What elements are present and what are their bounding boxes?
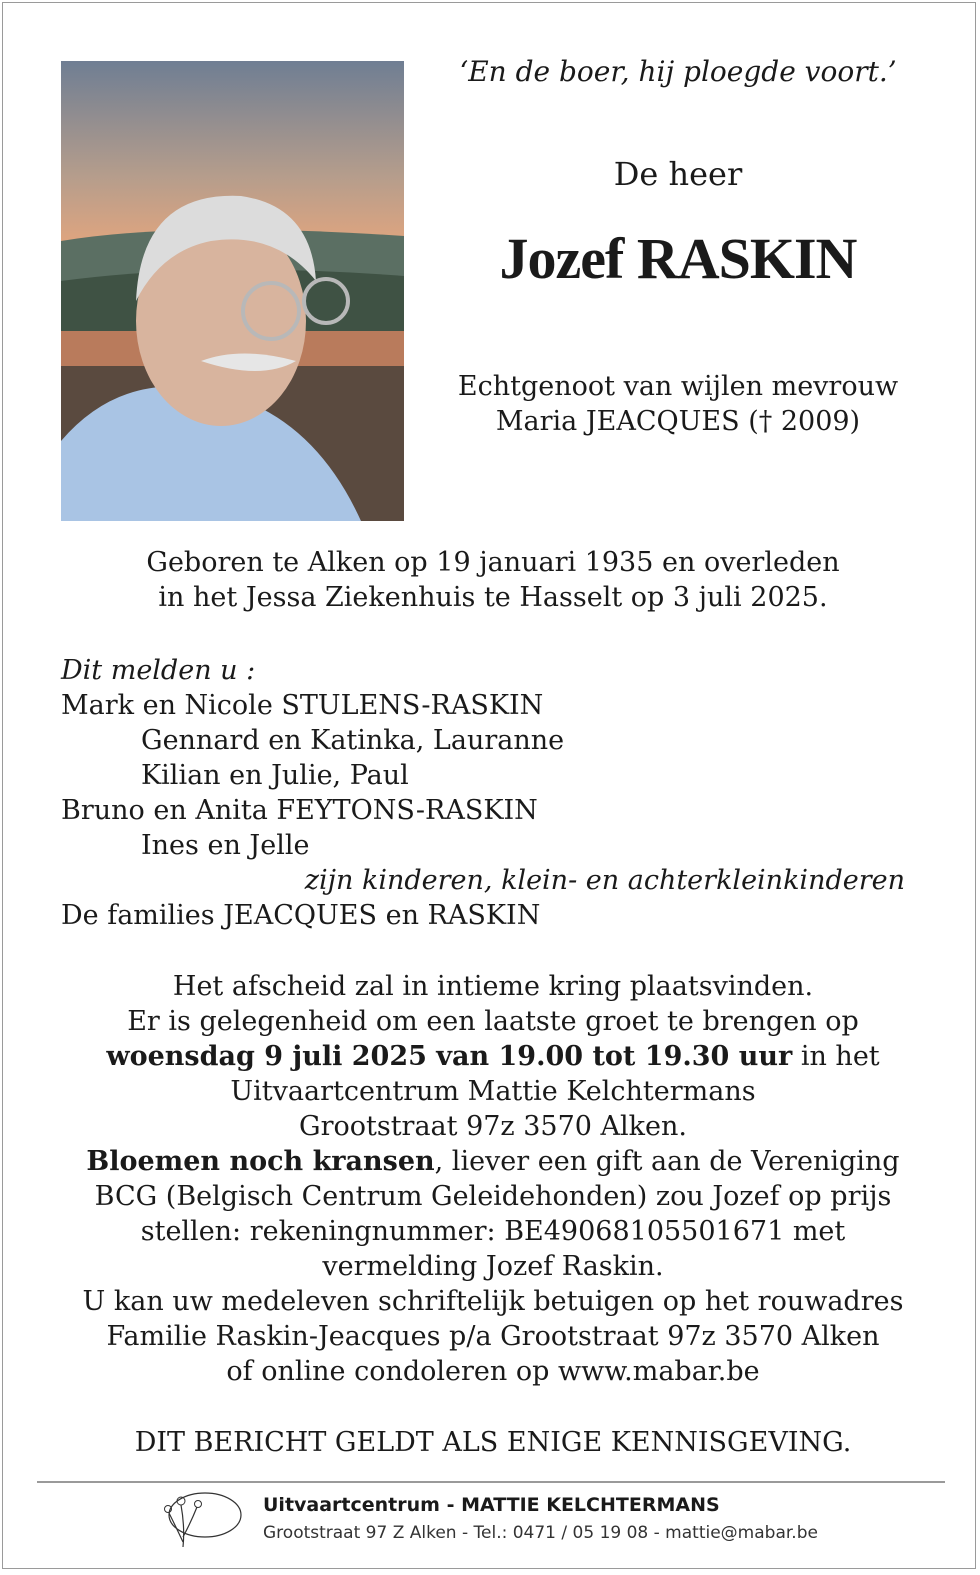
death-notice — [2, 2, 976, 1569]
family-line: Bruno en Anita FEYTONS-RASKIN — [61, 795, 538, 826]
family-line: Kilian en Julie, Paul — [141, 760, 409, 791]
flower-logo-icon — [153, 1487, 245, 1551]
info-line: Het afscheid zal in intieme kring plaatsvinden. — [172, 971, 814, 1002]
funeral-home-address: Grootstraat 97 Z Alken - Tel.: 0471 / 05 19 08 - mattie@mabar.be — [263, 1523, 818, 1543]
info-line: BCG (Belgisch Centrum Geleidehonden) zou Jozef op prijs — [94, 1181, 892, 1212]
info-line: Familie Raskin-Jeacques p/a Grootstraat 97z 3570 Alken — [106, 1321, 880, 1352]
info-line: Grootstraat 97z 3570 Alken. — [299, 1111, 687, 1142]
info-line: Er is gelegenheid om een laatste groet te brengen op — [127, 1006, 859, 1037]
funeral-home-name: Uitvaartcentrum - MATTIE KELCHTERMANS — [263, 1494, 720, 1516]
family-line: Gennard en Katinka, Lauranne — [141, 725, 565, 756]
spouse-block — [423, 369, 933, 439]
closing-statement: DIT BERICHT GELDT ALS ENIGE KENNISGEVING. — [134, 1427, 852, 1458]
notify-intro: Dit melden u : — [61, 655, 256, 686]
honorific: De heer — [613, 155, 743, 193]
visitation-line: woensdag 9 juli 2025 van 19.00 tot 19.30 uur in het — [106, 1041, 880, 1072]
motto-quote: ‘En de boer, hij ploegde voort.’ — [459, 55, 897, 88]
info-line: U kan uw medeleven schriftelijk betuigen op het rouwadres — [82, 1286, 904, 1317]
birth-death-block — [63, 545, 923, 615]
info-line: vermelding Jozef Raskin. — [322, 1251, 664, 1282]
relation-line: zijn kinderen, klein- en achterkleinkinderen — [304, 865, 905, 896]
birth-line: Geboren te Alken op 19 januari 1935 en overleden — [146, 547, 840, 578]
death-line: in het Jessa Ziekenhuis te Hasselt op 3 juli 2025. — [158, 582, 828, 613]
condolence-link-line: of online condoleren op www.mabar.be — [226, 1356, 760, 1387]
ceremony-info — [43, 969, 943, 1389]
family-line: Mark en Nicole STULENS-RASKIN — [61, 690, 544, 721]
deceased-name: Jozef RASKIN — [499, 226, 857, 291]
family-line: Ines en Jelle — [141, 830, 310, 861]
divider — [37, 1481, 945, 1483]
info-line: Uitvaartcentrum Mattie Kelchtermans — [230, 1076, 756, 1107]
visitation-time: woensdag 9 juli 2025 van 19.00 tot 19.30 uur — [106, 1041, 793, 1072]
family-list — [61, 653, 921, 933]
flowers-note: Bloemen noch kransen — [86, 1146, 435, 1177]
info-line: stellen: rekeningnummer: BE49068105501671 met — [140, 1216, 846, 1247]
spouse-line-2: Maria JEACQUES († 2009) — [495, 406, 861, 437]
portrait-photo — [61, 61, 404, 521]
flowers-line: Bloemen noch kransen, liever een gift aan de Vereniging — [86, 1146, 900, 1177]
spouse-line-1: Echtgenoot van wijlen mevrouw — [457, 371, 899, 402]
families-line: De families JEACQUES en RASKIN — [61, 900, 541, 931]
